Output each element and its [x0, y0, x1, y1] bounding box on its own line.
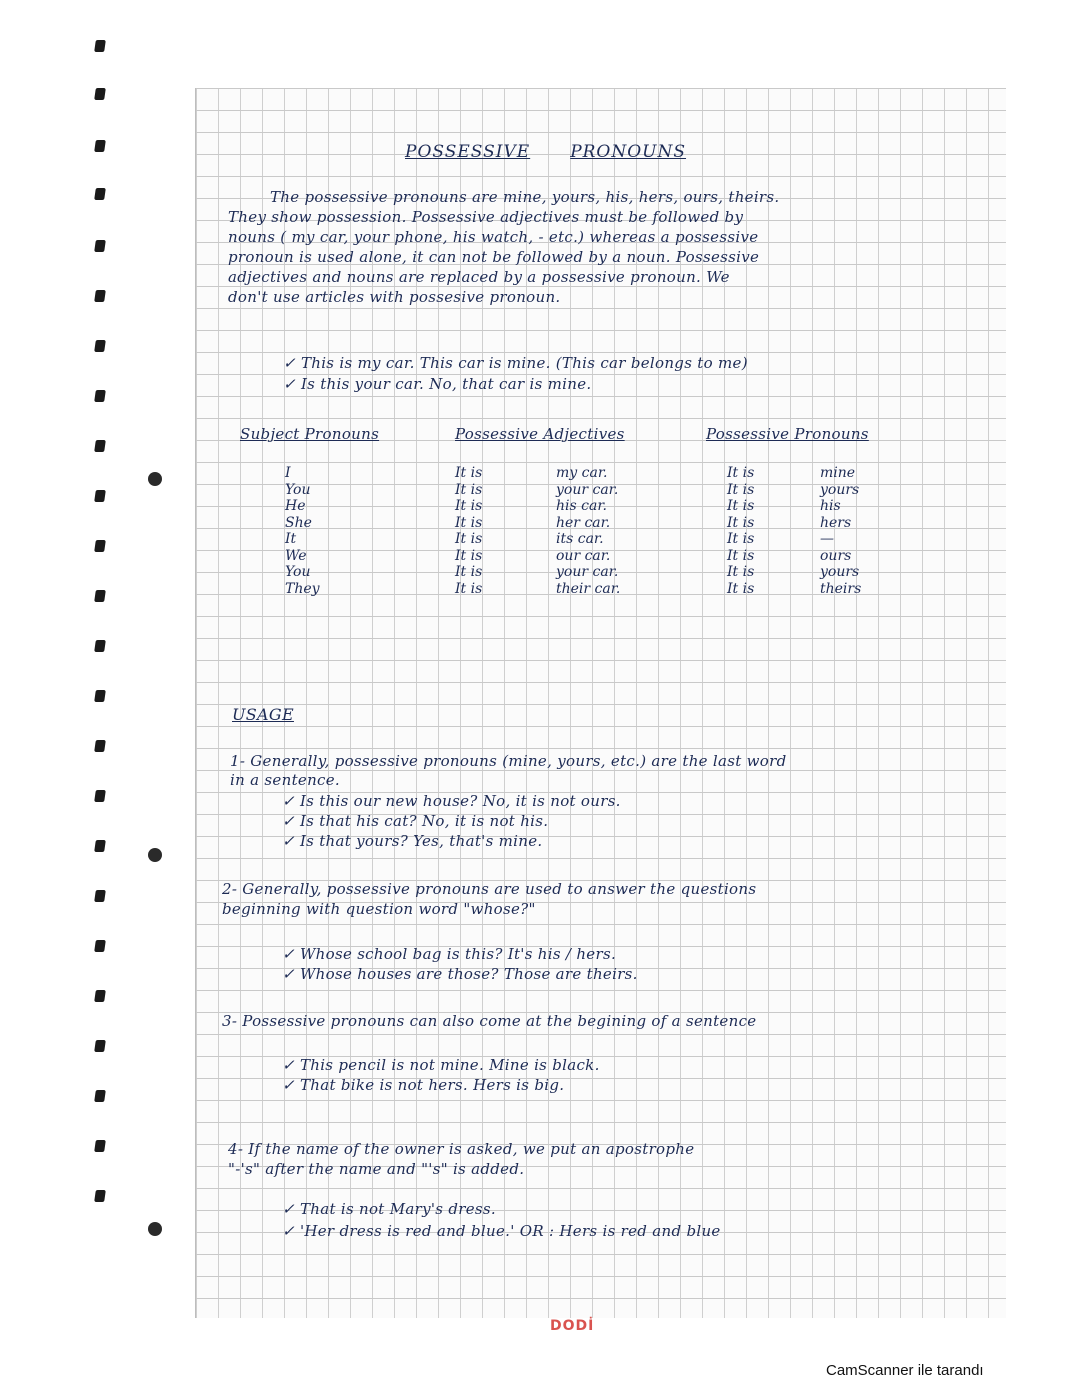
pronouns-column: mine yours his hers — ours yours theirs — [820, 465, 862, 597]
intro-line: nouns ( my car, your phone, his watch, - etc.) whereas a possessive — [228, 228, 759, 246]
header-subject: Subject Pronouns — [240, 425, 380, 443]
rule-example: ✓ 'Her dress is red and blue.' OR : Hers is red and blue — [282, 1222, 721, 1240]
rule-example: ✓ Is that yours? Yes, that's mine. — [282, 832, 543, 850]
rule-line: beginning with question word "whose?" — [222, 900, 536, 918]
subjects-column: I You He She It We You They — [285, 465, 320, 597]
footer-brand: DODİ — [550, 1318, 595, 1334]
example-line: ✓ This is my car. This car is mine. (This car belongs to me) — [283, 354, 748, 372]
notebook-spine — [0, 0, 130, 1397]
title-word-1: POSSESSIVE — [405, 142, 531, 162]
rule-example: ✓ That bike is not hers. Hers is big. — [282, 1076, 565, 1094]
rule-example: ✓ Whose houses are those? Those are theirs. — [282, 965, 638, 983]
rule-line: 2- Generally, possessive pronouns are used to answer the questions — [222, 880, 757, 898]
intro-line: don't use articles with possesive pronoun. — [228, 288, 561, 306]
adjectives-column: my car. your car. his car. her car. its car. our car. your car. their car. — [556, 465, 621, 597]
rule-example: ✓ That is not Mary's dress. — [282, 1200, 496, 1218]
rule-example: ✓ This pencil is not mine. Mine is black. — [282, 1056, 600, 1074]
title-word-2: PRONOUNS — [570, 142, 687, 162]
intro-line: They show possession. Possessive adjectives must be followed by — [228, 208, 744, 226]
punch-hole — [148, 472, 162, 486]
itis-right-column: It is It is It is It is It is It is It is It is — [727, 465, 755, 597]
page-title — [405, 142, 726, 162]
rule-line: "-'s" after the name and "'s" is added. — [228, 1160, 525, 1178]
header-pronouns: Possessive Pronouns — [706, 425, 869, 443]
intro-line: The possessive pronouns are mine, yours, his, hers, ours, theirs. — [270, 188, 780, 206]
header-adjectives: Possessive Adjectives — [455, 425, 625, 443]
itis-left-column: It is It is It is It is It is It is It is It is — [455, 465, 483, 597]
example-line: ✓ Is this your car. No, that car is mine. — [283, 375, 592, 393]
intro-line: adjectives and nouns are replaced by a possessive pronoun. We — [228, 268, 730, 286]
punch-hole — [148, 848, 162, 862]
usage-heading: USAGE — [232, 705, 294, 724]
rule-example: ✓ Whose school bag is this? It's his / hers. — [282, 945, 617, 963]
rule-line: 4- If the name of the owner is asked, we put an apostrophe — [228, 1140, 695, 1158]
rule-example: ✓ Is that his cat? No, it is not his. — [282, 812, 549, 830]
rule-line: 3- Possessive pronouns can also come at the begining of a sentence — [222, 1012, 757, 1030]
rule-line: in a sentence. — [230, 771, 340, 789]
rule-example: ✓ Is this our new house? No, it is not ours. — [282, 792, 621, 810]
intro-line: pronoun is used alone, it can not be followed by a noun. Possessive — [228, 248, 760, 266]
punch-hole — [148, 1222, 162, 1236]
rule-line: 1- Generally, possessive pronouns (mine, yours, etc.) are the last word — [230, 752, 787, 770]
scanner-watermark: CamScanner ile tarandı — [826, 1362, 984, 1379]
